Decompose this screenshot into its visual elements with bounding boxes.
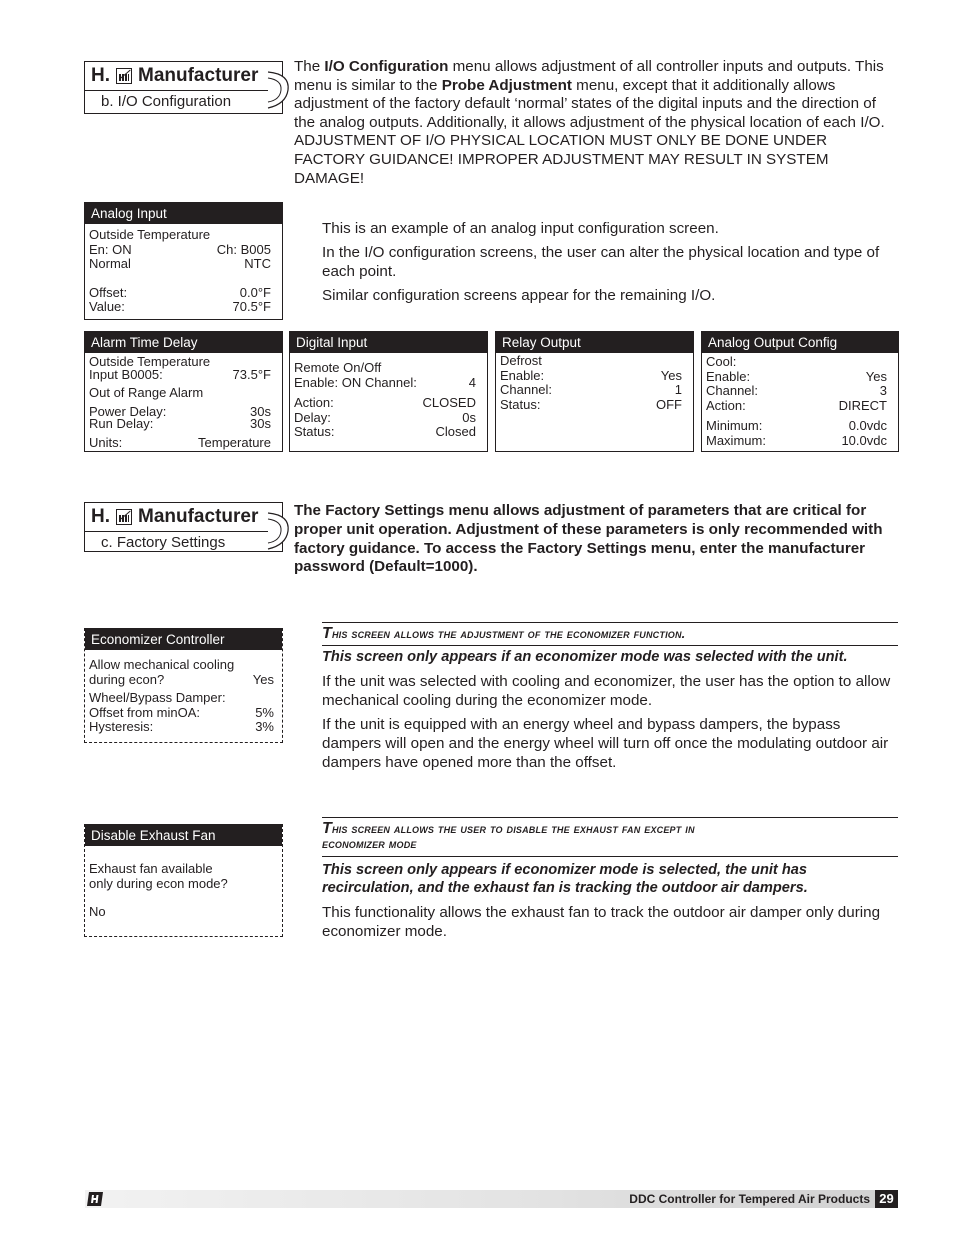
screen-alarm-time-delay bbox=[84, 331, 283, 452]
screen-value: 0.0°F bbox=[239, 284, 271, 300]
screen-label: Delay: bbox=[294, 409, 331, 425]
screen-value: Ch: B005 bbox=[216, 241, 271, 257]
screen-label: Power Delay: bbox=[89, 403, 167, 419]
screen-analog-output-config bbox=[701, 331, 899, 452]
screen-line: Outside Temperature bbox=[89, 354, 211, 369]
screen-label: Status: bbox=[294, 424, 335, 439]
greenheck-logo-icon bbox=[86, 1191, 104, 1207]
menu-header-io-config bbox=[84, 61, 283, 114]
screen-label: Hysteresis: bbox=[89, 719, 154, 734]
factory-settings-intro: The Factory Settings menu allows adjustment of parameters that are critical for proper unit operation. Adjustment of these parameters is only recommended with factory guidance. To access the Factory Settings menu, enter the manufacturer password (Default=1000). bbox=[294, 502, 883, 576]
note: This screen only appears if economizer mode is selected, the unit has recirculation, and the exhaust fan is tracking the outdoor air dampers. bbox=[322, 862, 808, 896]
screen-line: Defrost bbox=[500, 353, 542, 368]
screen-relay-output bbox=[495, 331, 694, 452]
screen-value: Yes bbox=[252, 671, 274, 687]
screen-label: Units: bbox=[89, 434, 123, 450]
screen-value: Yes bbox=[660, 367, 682, 383]
screen-title: Disable Exhaust Fan bbox=[85, 825, 282, 846]
screen-label: Run Delay: bbox=[89, 416, 154, 431]
menu-header-factory-settings bbox=[84, 502, 283, 552]
screen-label: Normal bbox=[89, 256, 131, 271]
economizer-description bbox=[322, 649, 900, 772]
screen-value: OFF bbox=[656, 396, 682, 412]
manufacturer-icon bbox=[116, 509, 132, 525]
screen-label: Maximum: bbox=[706, 432, 766, 448]
screen-label: Offset from minOA: bbox=[89, 704, 201, 720]
manufacturer-icon bbox=[116, 68, 132, 84]
screen-line: Wheel/Bypass Damper: bbox=[89, 690, 226, 705]
screen-line: Out of Range Alarm bbox=[89, 385, 204, 400]
menu-title: Manufacturer bbox=[138, 506, 259, 527]
screen-value: 70.5°F bbox=[232, 299, 271, 314]
screen-value: 73.5°F bbox=[232, 366, 271, 382]
curved-arrow-icon bbox=[264, 511, 294, 551]
screen-value: CLOSED bbox=[422, 395, 476, 410]
screen-value: DIRECT bbox=[838, 397, 887, 413]
screen-value: 3 bbox=[879, 383, 887, 398]
screen-line: Allow mechanical cooling bbox=[89, 657, 235, 672]
paragraph: In the I/O configuration screens, the user can alter the physical location and type of each point. bbox=[322, 244, 880, 280]
screen-label: Input B0005: bbox=[89, 366, 163, 382]
heading-capital: T bbox=[322, 625, 332, 642]
screen-value: 5% bbox=[255, 704, 274, 720]
paragraph: If the unit was selected with cooling and economizer, the user has the option to allow mechanical cooling during the economizer mode. bbox=[322, 672, 891, 709]
screen-label: Action: bbox=[294, 395, 334, 410]
screen-value: Yes bbox=[865, 368, 887, 384]
screen-value: NTC bbox=[244, 256, 271, 271]
footer-doc-title: DDC Controller for Tempered Air Products bbox=[629, 1192, 870, 1206]
screen-line: only during econ mode? bbox=[89, 875, 228, 891]
screen-label: En: ON bbox=[89, 241, 132, 257]
screen-line: Cool: bbox=[706, 354, 737, 369]
screen-value: No bbox=[89, 904, 106, 919]
menu-header-title bbox=[85, 62, 282, 91]
note: This screen only appears if an economizer mode was selected with the unit. bbox=[322, 649, 848, 665]
screen-analog-input bbox=[84, 202, 283, 320]
screen-label: Channel: bbox=[706, 383, 759, 398]
paragraph: This functionality allows the exhaust fan to track the outdoor air damper only during economizer mode. bbox=[322, 904, 881, 940]
screen-label: Channel: bbox=[500, 382, 553, 397]
heading-text: economizer mode bbox=[322, 836, 417, 851]
screen-title: Analog Output Config bbox=[702, 332, 898, 353]
heading-text: his screen allows the adjustment of the economizer function. bbox=[331, 626, 686, 641]
screen-value: 3% bbox=[255, 719, 274, 734]
screen-label: Value: bbox=[89, 299, 125, 314]
page-number: 29 bbox=[875, 1190, 898, 1208]
screen-label: Action: bbox=[706, 397, 746, 413]
screen-value: 30s bbox=[250, 416, 271, 431]
screen-title: Economizer Controller bbox=[85, 629, 282, 650]
heading-capital: T bbox=[322, 820, 332, 837]
screen-label: Enable: bbox=[706, 368, 751, 384]
menu-letter: H. bbox=[91, 65, 110, 86]
screen-value: 10.0vdc bbox=[841, 432, 887, 448]
menu-letter: H. bbox=[91, 506, 110, 527]
curved-arrow-icon bbox=[264, 70, 294, 110]
screen-label: Enable: ON Channel: bbox=[294, 374, 417, 390]
screen-value: 0s bbox=[462, 409, 476, 425]
screen-value: Closed bbox=[435, 424, 476, 439]
paragraph: Similar configuration screens appear for the remaining I/O. bbox=[322, 287, 716, 304]
screen-label: Minimum: bbox=[706, 418, 763, 433]
screen-disable-exhaust-fan bbox=[84, 824, 283, 937]
screen-line: Exhaust fan available bbox=[89, 861, 213, 876]
screen-value: 4 bbox=[468, 374, 476, 390]
screen-label: Status: bbox=[500, 396, 541, 412]
paragraph: If the unit is equipped with an energy wheel and bypass dampers, the bypass dampers will open and the energy wheel will turn off once the modulating outdoor air dampers have opened more than the offset. bbox=[322, 715, 889, 771]
screen-title: Analog Input bbox=[85, 203, 282, 224]
exhaust-heading bbox=[322, 817, 898, 857]
analog-input-description bbox=[322, 219, 898, 305]
exhaust-description bbox=[322, 862, 900, 941]
menu-title: Manufacturer bbox=[138, 65, 259, 86]
screen-digital-input bbox=[289, 331, 488, 452]
screen-label: Offset: bbox=[89, 284, 128, 300]
menu-subtitle: c. Factory Settings bbox=[101, 534, 226, 551]
menu-subtitle: b. I/O Configuration bbox=[101, 93, 232, 110]
io-config-intro: The I/O Configuration menu allows adjustment of all controller inputs and outputs. This menu is similar to the Probe Adjustment menu, except that it additionally allows adjustment of the factory default ‘normal’ states of the digital inputs and the direction of the analog outputs. Additionally, it allows adjustment of the physical location of each I/O. ADJUSTMENT OF I/O PHYSICAL LOCATION MUST ONLY BE DONE UNDER FACTORY GUIDANCE! IMPROPER ADJUSTMENT MAY RESULT IN SYSTEM DAMAGE! bbox=[294, 58, 885, 187]
economizer-heading bbox=[322, 622, 898, 646]
screen-value: 1 bbox=[674, 382, 682, 397]
screen-label: during econ? bbox=[89, 671, 165, 687]
screen-economizer-controller bbox=[84, 628, 283, 743]
screen-line: Remote On/Off bbox=[294, 360, 382, 375]
screen-label: Enable: bbox=[500, 367, 545, 383]
screen-value: 0.0vdc bbox=[848, 418, 887, 433]
screen-line: Outside Temperature bbox=[89, 227, 211, 242]
menu-header-title bbox=[85, 503, 282, 532]
screen-title: Alarm Time Delay bbox=[85, 332, 282, 353]
screen-title: Relay Output bbox=[496, 332, 693, 353]
screen-value: Temperature bbox=[198, 434, 271, 450]
heading-text: his screen allows the user to disable the exhaust fan except in bbox=[331, 821, 695, 836]
screen-value: 30s bbox=[250, 403, 271, 419]
screen-title: Digital Input bbox=[290, 332, 487, 353]
paragraph: This is an example of an analog input configuration screen. bbox=[322, 220, 719, 237]
